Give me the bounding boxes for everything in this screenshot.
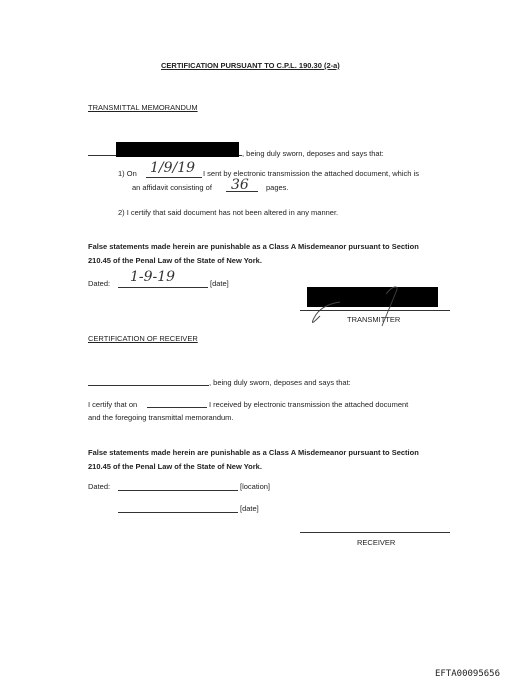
receiver-certify-text: I received by electronic transmission the attached document bbox=[209, 400, 409, 409]
receiver-false-statement-line1: False statements made herein are punishable as a Class A Misdemeanor pursuant to Section bbox=[88, 448, 419, 457]
pages-label: pages. bbox=[266, 183, 289, 192]
receiver-heading: CERTIFICATION OF RECEIVER bbox=[88, 334, 198, 343]
document-title: CERTIFICATION PURSUANT TO C.P.L. 190.30 (2-a) bbox=[161, 61, 340, 70]
transmittal-false-statement-line2: 210.45 of the Penal Law of the State of New York. bbox=[88, 256, 262, 265]
receiver-date-received-line bbox=[147, 407, 207, 408]
receiver-signature-line bbox=[300, 532, 450, 533]
receiver-certify-prefix: I certify that on bbox=[88, 400, 138, 409]
transmittal-heading: TRANSMITTAL MEMORANDUM bbox=[88, 103, 198, 112]
transmittal-date-line bbox=[118, 287, 208, 288]
item1-date-line bbox=[146, 177, 202, 178]
document-id: EFTA00095656 bbox=[435, 669, 501, 679]
pages-handwritten-count: 36 bbox=[231, 177, 249, 193]
transmittal-dated-label: Dated: bbox=[88, 279, 111, 288]
item2-text: 2) I certify that said document has not been altered in any manner. bbox=[118, 208, 339, 217]
transmittal-false-statement-line1: False statements made herein are punishable as a Class A Misdemeanor pursuant to Section bbox=[88, 242, 419, 251]
redaction-box bbox=[116, 142, 239, 157]
transmitter-signature-line bbox=[300, 310, 450, 311]
receiver-date-bracket: [date] bbox=[240, 504, 259, 513]
transmittal-sworn-text: , being duly sworn, deposes and says that: bbox=[242, 149, 384, 158]
receiver-date-line bbox=[118, 512, 238, 513]
receiver-name-line bbox=[88, 385, 209, 386]
item1-handwritten-date: 1/9/19 bbox=[150, 160, 196, 176]
transmittal-date-bracket: [date] bbox=[210, 279, 229, 288]
item1-line2: an affidavit consisting of bbox=[132, 183, 212, 192]
receiver-dated-label: Dated: bbox=[88, 482, 111, 491]
receiver-location-bracket: [location] bbox=[240, 482, 271, 491]
item1-text: I sent by electronic transmission the attached document, which is bbox=[203, 169, 419, 178]
transmittal-handwritten-date: 1-9-19 bbox=[130, 269, 176, 285]
receiver-certify-line2: and the foregoing transmittal memorandum. bbox=[88, 413, 234, 422]
receiver-sworn-text: , being duly sworn, deposes and says that: bbox=[209, 378, 351, 387]
receiver-false-statement-line2: 210.45 of the Penal Law of the State of New York. bbox=[88, 462, 262, 471]
receiver-label: RECEIVER bbox=[357, 538, 396, 547]
item1-prefix: 1) On bbox=[118, 169, 137, 178]
receiver-location-line bbox=[118, 490, 238, 491]
transmitter-label: TRANSMITTER bbox=[347, 315, 401, 324]
